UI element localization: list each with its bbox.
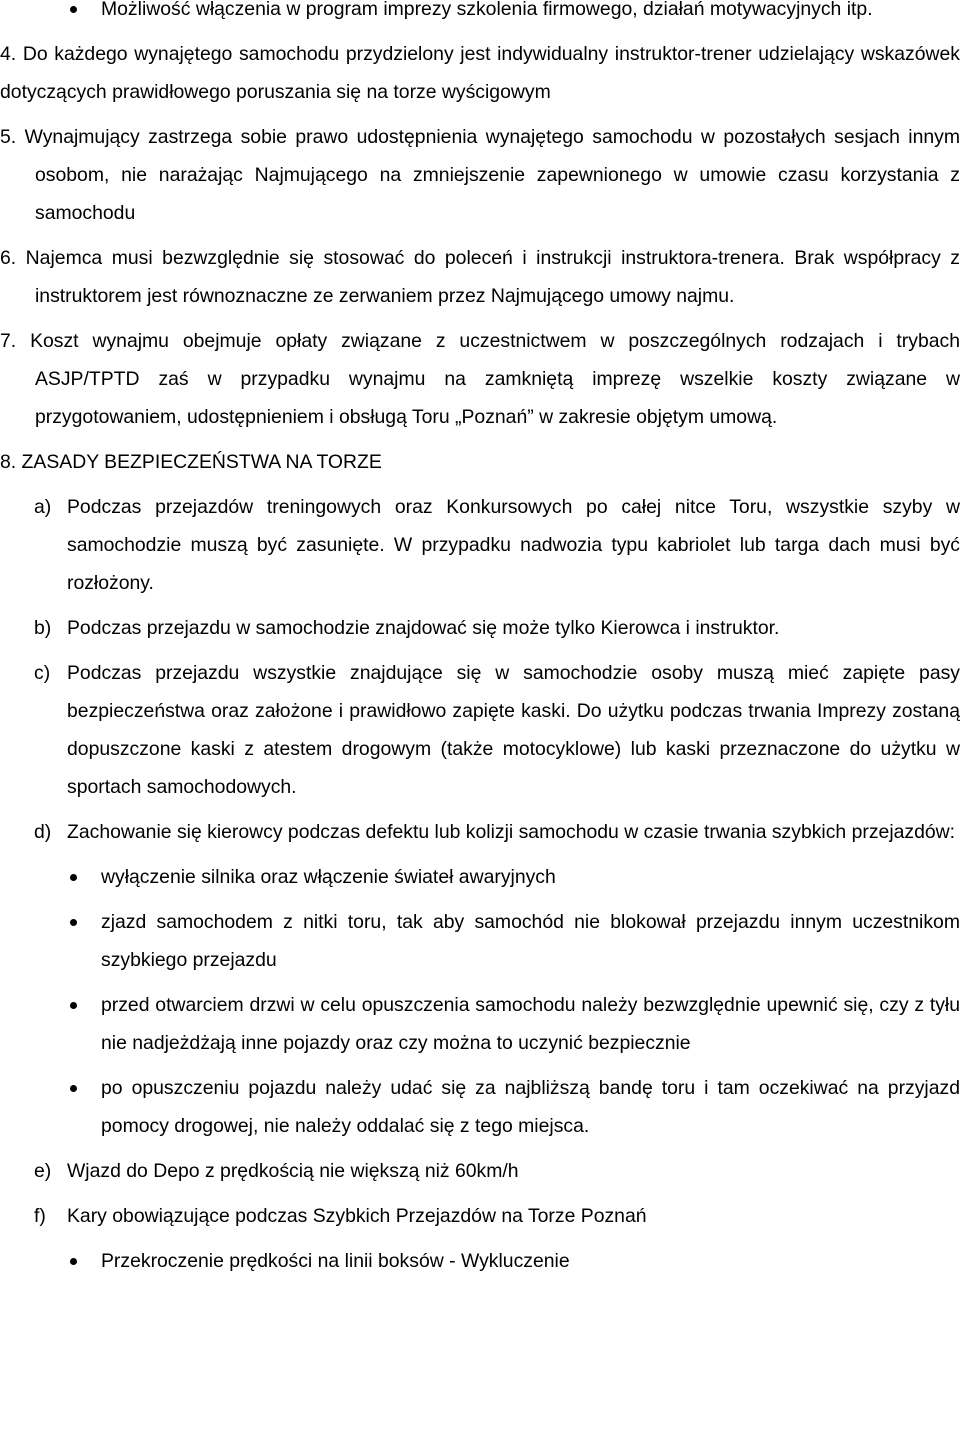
list-item: [0, 1069, 960, 1145]
list-item: [0, 858, 960, 896]
bullet-icon: [70, 874, 77, 881]
paragraph-text: 4. Do każdego wynajętego samochodu przydzielony jest indywidualny instruktor-trener udzielający wskazówek dotyczących prawidłowego poruszania się na torze wyścigowym: [0, 43, 960, 103]
list-marker: a): [34, 496, 52, 518]
list-item: [0, 0, 960, 28]
list-item-text: Przekroczenie prędkości na linii boksów - Wykluczenie: [101, 1250, 570, 1272]
list-marker: c): [34, 662, 51, 684]
list-marker: b): [34, 617, 52, 639]
paragraph-text: 5. Wynajmujący zastrzega sobie prawo udostępnienia wynajętego samochodu w pozostałych sesjach innym osobom, nie narażając Najmującego na zmniejszenie zapewnionego w umowie czasu korzystania z samochodu: [0, 126, 960, 224]
bullet-icon: [70, 6, 77, 13]
rule-text: Wjazd do Depo z prędkością nie większą niż 60km/h: [67, 1160, 519, 1182]
rule-text: Kary obowiązujące podczas Szybkich Przejazdów na Torze Poznań: [67, 1205, 647, 1227]
list-item-text: po opuszczeniu pojazdu należy udać się za najbliższą bandę toru i tam oczekiwać na przyjazd pomocy drogowej, nie należy oddalać się z tego miejsca.: [101, 1077, 960, 1137]
bullet-icon: [70, 1002, 77, 1009]
rule-text: Podczas przejazdu w samochodzie znajdować się może tylko Kierowca i instruktor.: [67, 617, 780, 639]
list-marker: f): [34, 1205, 46, 1227]
section-heading: [0, 443, 960, 481]
list-item-text: zjazd samochodem z nitki toru, tak aby samochód nie blokował przejazdu innym uczestnikom szybkiego przejazdu: [101, 911, 960, 971]
list-item: [0, 903, 960, 979]
safety-rule-e: [0, 1152, 960, 1190]
safety-rule-f: [0, 1197, 960, 1235]
list-marker: e): [34, 1160, 52, 1182]
rule-text: Podczas przejazdów treningowych oraz Konkursowych po całej nitce Toru, wszystkie szyby w samochodzie muszą być zasunięte. W przypadku nadwozia typu kabriolet lub targa dach musi być rozłożony.: [67, 496, 960, 594]
list-item: [0, 986, 960, 1062]
bullet-icon: [70, 1085, 77, 1092]
numbered-paragraph-4: [0, 35, 960, 111]
rule-text: Podczas przejazdu wszystkie znajdujące się w samochodzie osoby muszą mieć zapięte pasy bezpieczeństwa oraz założone i prawidłowo zapięte kaski. Do użytku podczas trwania Imprezy zostaną dopuszczone kaski z atestem drogowym (także motocyklowe) lub kaski przeznaczone do użytku w sportach samochodowych.: [67, 662, 960, 798]
list-item-text: Możliwość włączenia w program imprezy szkolenia firmowego, działań motywacyjnych itp.: [101, 0, 873, 20]
list-marker: d): [34, 821, 52, 843]
paragraph-text: 6. Najemca musi bezwzględnie się stosować do poleceń i instrukcji instruktora-trenera. Brak współpracy z instruktorem jest równoznaczne ze zerwaniem przez Najmującego umowy najmu.: [0, 247, 960, 307]
safety-rule-a: [0, 488, 960, 602]
bullet-icon: [70, 919, 77, 926]
heading-text: 8. ZASADY BEZPIECZEŃSTWA NA TORZE: [0, 451, 382, 473]
paragraph-text: 7. Koszt wynajmu obejmuje opłaty związane z uczestnictwem w poszczególnych rodzajach i trybach ASJP/TPTD zaś w przypadku wynajmu na zamkniętą imprezę wszelkie koszty związane w przygotowaniem, udostępnieniem i obsługą Toru „Poznań” w zakresie objętym umową.: [0, 330, 960, 428]
safety-rule-b: [0, 609, 960, 647]
numbered-paragraph-7: [0, 322, 960, 436]
rule-text: Zachowanie się kierowcy podczas defektu lub kolizji samochodu w czasie trwania szybkich przejazdów:: [67, 821, 956, 843]
safety-rule-d: [0, 813, 960, 851]
list-item-text: przed otwarciem drzwi w celu opuszczenia samochodu należy bezwzględnie upewnić się, czy z tyłu nie nadjeżdżają inne pojazdy oraz czy można to uczynić bezpiecznie: [101, 994, 960, 1054]
safety-rule-c: [0, 654, 960, 806]
numbered-paragraph-5: [0, 118, 960, 232]
bullet-icon: [70, 1258, 77, 1265]
list-item-text: wyłączenie silnika oraz włączenie świateł awaryjnych: [101, 866, 556, 888]
numbered-paragraph-6: [0, 239, 960, 315]
list-item: [0, 1242, 960, 1280]
